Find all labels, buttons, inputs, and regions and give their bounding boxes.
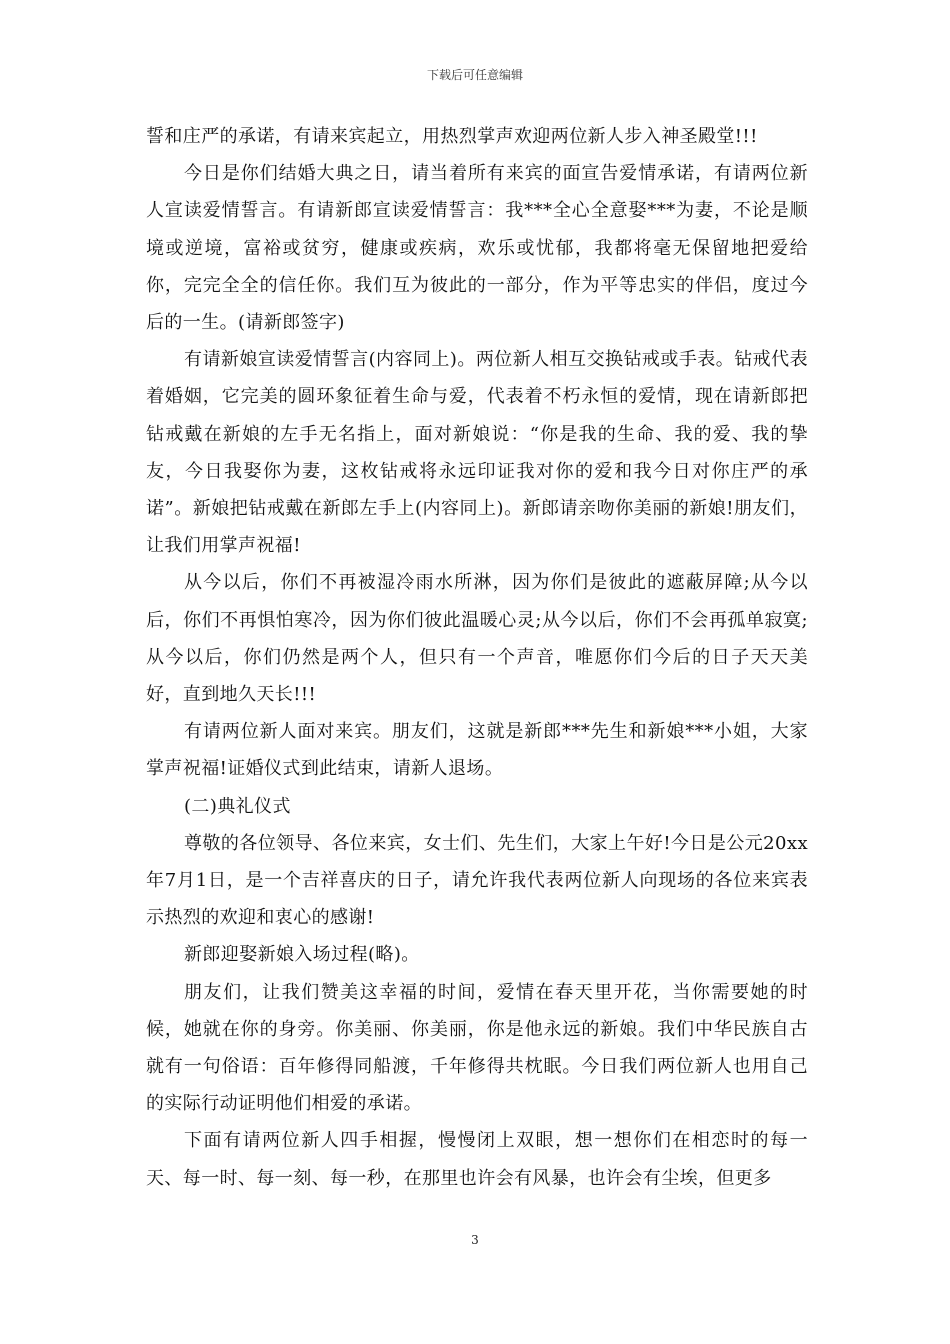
paragraph-praise: 朋友们，让我们赞美这幸福的时间，爱情在春天里开花，当你需要她的时候，她就在你的身旁。你美丽、你美丽，你是他永远的新娘。我们中华民族自古就有一句俗语：百年修得同船渡，千年修得共枕眠。今日我们两位新人也用自己的实际行动证明他们相爱的承诺。: [146, 981, 808, 1115]
paragraph-bride-vow-rings: 有请新娘宣读爱情誓言(内容同上)。两位新人相互交换钻戒或手表。钻戒代表着婚姻，它完美的圆环象征着生命与爱，代表着不朽永恒的爱情，现在请新郎把钻戒戴在新娘的左手无名指上，面对新娘说：“你是我的生命、我的爱、我的挚友，今日我娶你为妻，这枚钻戒将永远印证我对你的爱和我今日对你庄严的承诺”。新娘把钻戒戴在新郎左手上(内容同上)。新郎请亲吻你美丽的新娘!朋友们，让我们用掌声祝福!: [146, 349, 808, 557]
document-body: [146, 118, 808, 1197]
paragraph-entrance: 新郎迎娶新娘入场过程(略)。: [184, 944, 420, 966]
paragraph-from-now-on: 从今以后，你们不再被湿冷雨水所淋，因为你们是彼此的遮蔽屏障;从今以后，你们不再惧怕寒冷，因为你们彼此温暖心灵;从今以后，你们不会再孤单寂寞;从今以后，你们仍然是两个人，但只有一个声音，唯愿你们今后的日子天天美好，直到地久天长!!!: [146, 572, 808, 706]
paragraph-continuation: 誓和庄严的承诺，有请来宾起立，用热烈掌声欢迎两位新人步入神圣殿堂!!!: [146, 126, 758, 147]
paragraph-face-guests: 有请两位新人面对来宾。朋友们，这就是新郎***先生和新娘***小姐，大家掌声祝福!证婚仪式到此结束，请新人退场。: [146, 721, 808, 780]
section-heading-ceremony: (二)典礼仪式: [184, 795, 291, 817]
paragraph-welcome: 尊敬的各位领导、各位来宾，女士们、先生们，大家上午好!今日是公元20xx年7月1日，是一个吉祥喜庆的日子，请允许我代表两位新人向现场的各位来宾表示热烈的欢迎和衷心的感谢!: [146, 832, 808, 929]
paragraph-groom-vow: 今日是你们结婚大典之日，请当着所有来宾的面宣告爱情承诺，有请两位新人宣读爱情誓言。有请新郎宣读爱情誓言：我***全心全意娶***为妻，不论是顺境或逆境，富裕或贫穷，健康或疾病，欢乐或忧郁，我都将毫无保留地把爱给你，完完全全的信任你。我们互为彼此的一部分，作为平等忠实的伴侣，度过今后的一生。(请新郎签字): [146, 163, 808, 334]
paragraph-hold-hands: 下面有请两位新人四手相握，慢慢闭上双眼，想一想你们在相恋时的每一天、每一时、每一刻、每一秒，在那里也许会有风暴，也许会有尘埃，但更多: [146, 1130, 808, 1189]
page-number: 3: [471, 1233, 479, 1247]
page-header: 下载后可任意编辑: [426, 68, 523, 82]
